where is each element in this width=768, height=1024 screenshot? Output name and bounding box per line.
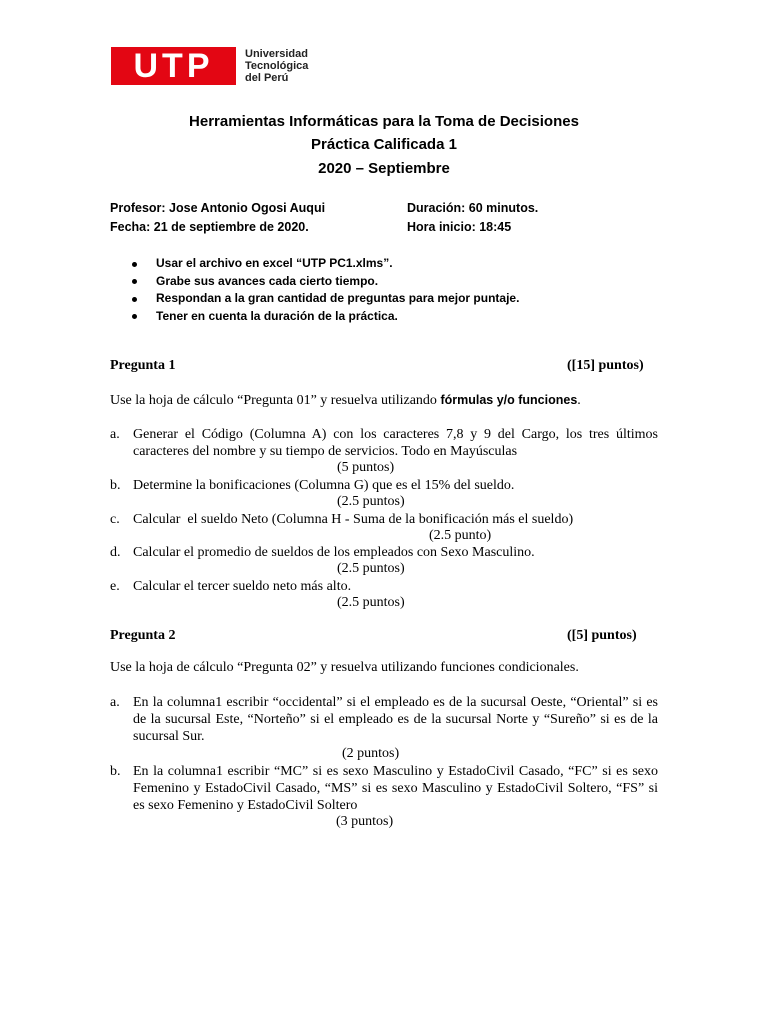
item-points: (2 puntos) (342, 746, 400, 761)
duracion-field: Duración: 60 minutos. (407, 201, 539, 215)
bullet-icon (132, 279, 137, 284)
item-label: a. (110, 427, 120, 442)
item-text: Determine la bonificaciones (Columna G) que es el 15% del sueldo. (133, 478, 515, 493)
utp-logo (111, 47, 308, 85)
item-points: (5 puntos) (337, 460, 395, 475)
item-text: Calcular el tercer sueldo neto más alto. (133, 579, 352, 594)
fecha-field: Fecha: 21 de septiembre de 2020. (110, 220, 309, 234)
list-item (129, 308, 519, 326)
bullet-icon (132, 314, 137, 319)
item-label: d. (110, 545, 121, 560)
instructions-list (129, 255, 519, 325)
utp-logo-letters: UTP (133, 47, 214, 85)
bullet-icon (132, 262, 137, 267)
list-item (129, 273, 519, 291)
question-1-points: ([15] puntos) (567, 358, 644, 373)
item-label: e. (110, 579, 120, 594)
intro-text: Use la hoja de cálculo “Pregunta 01” y resuelva utilizando (110, 393, 441, 408)
logo-line: Tecnológica (245, 60, 309, 72)
intro-suffix: . (577, 393, 581, 408)
exam-title: Práctica Calificada 1 (311, 136, 457, 153)
item-text: En la columna1 escribir “occidental” si el empleado es de la sucursal Oeste, “Oriental” si es de la sucursal Este, “Norteño” si el empleado es de la sucursal Norte y “Sureño” si es de la sucursal Sur. (133, 695, 658, 744)
intro-bold-text: fórmulas y/o funciones (440, 393, 578, 407)
utp-logo-text (245, 48, 308, 84)
instruction-text: Respondan a la gran cantidad de preguntas para mejor puntaje. (156, 291, 520, 305)
item-points: (2.5 puntos) (337, 561, 405, 576)
question-1-title: Pregunta 1 (110, 358, 176, 373)
question-2-title: Pregunta 2 (110, 628, 176, 643)
item-text: Generar el Código (Columna A) con los caracteres 7,8 y 9 del Cargo, los tres últimos caracteres del nombre y su tiempo de servicios. Todo en Mayúsculas (133, 427, 658, 459)
question-2-points: ([5] puntos) (567, 628, 637, 643)
hora-inicio-field: Hora inicio: 18:45 (407, 220, 512, 234)
utp-logo-mark (111, 47, 236, 85)
item-points: (2.5 puntos) (337, 595, 405, 610)
list-item (129, 290, 519, 308)
instruction-text: Usar el archivo en excel “UTP PC1.xlms”. (156, 256, 393, 270)
logo-line: del Perú (245, 72, 289, 84)
item-text: En la columna1 escribir “MC” si es sexo Masculino y EstadoCivil Casado, “FC” si es sexo Femenino y EstadoCivil Casado, “MS” si es sexo Masculino y EstadoCivil Soltero, “FS” si es sexo Femenino y EstadoCivil Soltero (133, 764, 658, 813)
course-title: Herramientas Informáticas para la Toma de Decisiones (189, 113, 579, 130)
item-points: (2.5 puntos) (337, 494, 405, 509)
item-points: (2.5 punto) (429, 528, 492, 543)
item-points: (3 puntos) (336, 814, 394, 829)
item-label: b. (110, 764, 121, 779)
bullet-icon (132, 297, 137, 302)
logo-line: Universidad (245, 48, 308, 60)
instruction-text: Grabe sus avances cada cierto tiempo. (156, 273, 379, 288)
item-label: b. (110, 478, 121, 493)
instruction-text: Tener en cuenta la duración de la práctica. (156, 308, 398, 323)
question-2-intro: Use la hoja de cálculo “Pregunta 02” y resuelva utilizando funciones condicionales. (110, 660, 579, 675)
item-text: Calcular el sueldo Neto (Columna H - Suma de la bonificación más el sueldo) (133, 512, 574, 527)
exam-date-title: 2020 – Septiembre (318, 160, 450, 177)
item-label: c. (110, 512, 120, 527)
list-item (129, 255, 519, 273)
item-label: a. (110, 695, 120, 710)
item-text: Calcular el promedio de sueldos de los empleados con Sexo Masculino. (133, 545, 535, 560)
question-1-intro (110, 393, 660, 409)
profesor-field: Profesor: Jose Antonio Ogosi Auqui (110, 201, 326, 215)
